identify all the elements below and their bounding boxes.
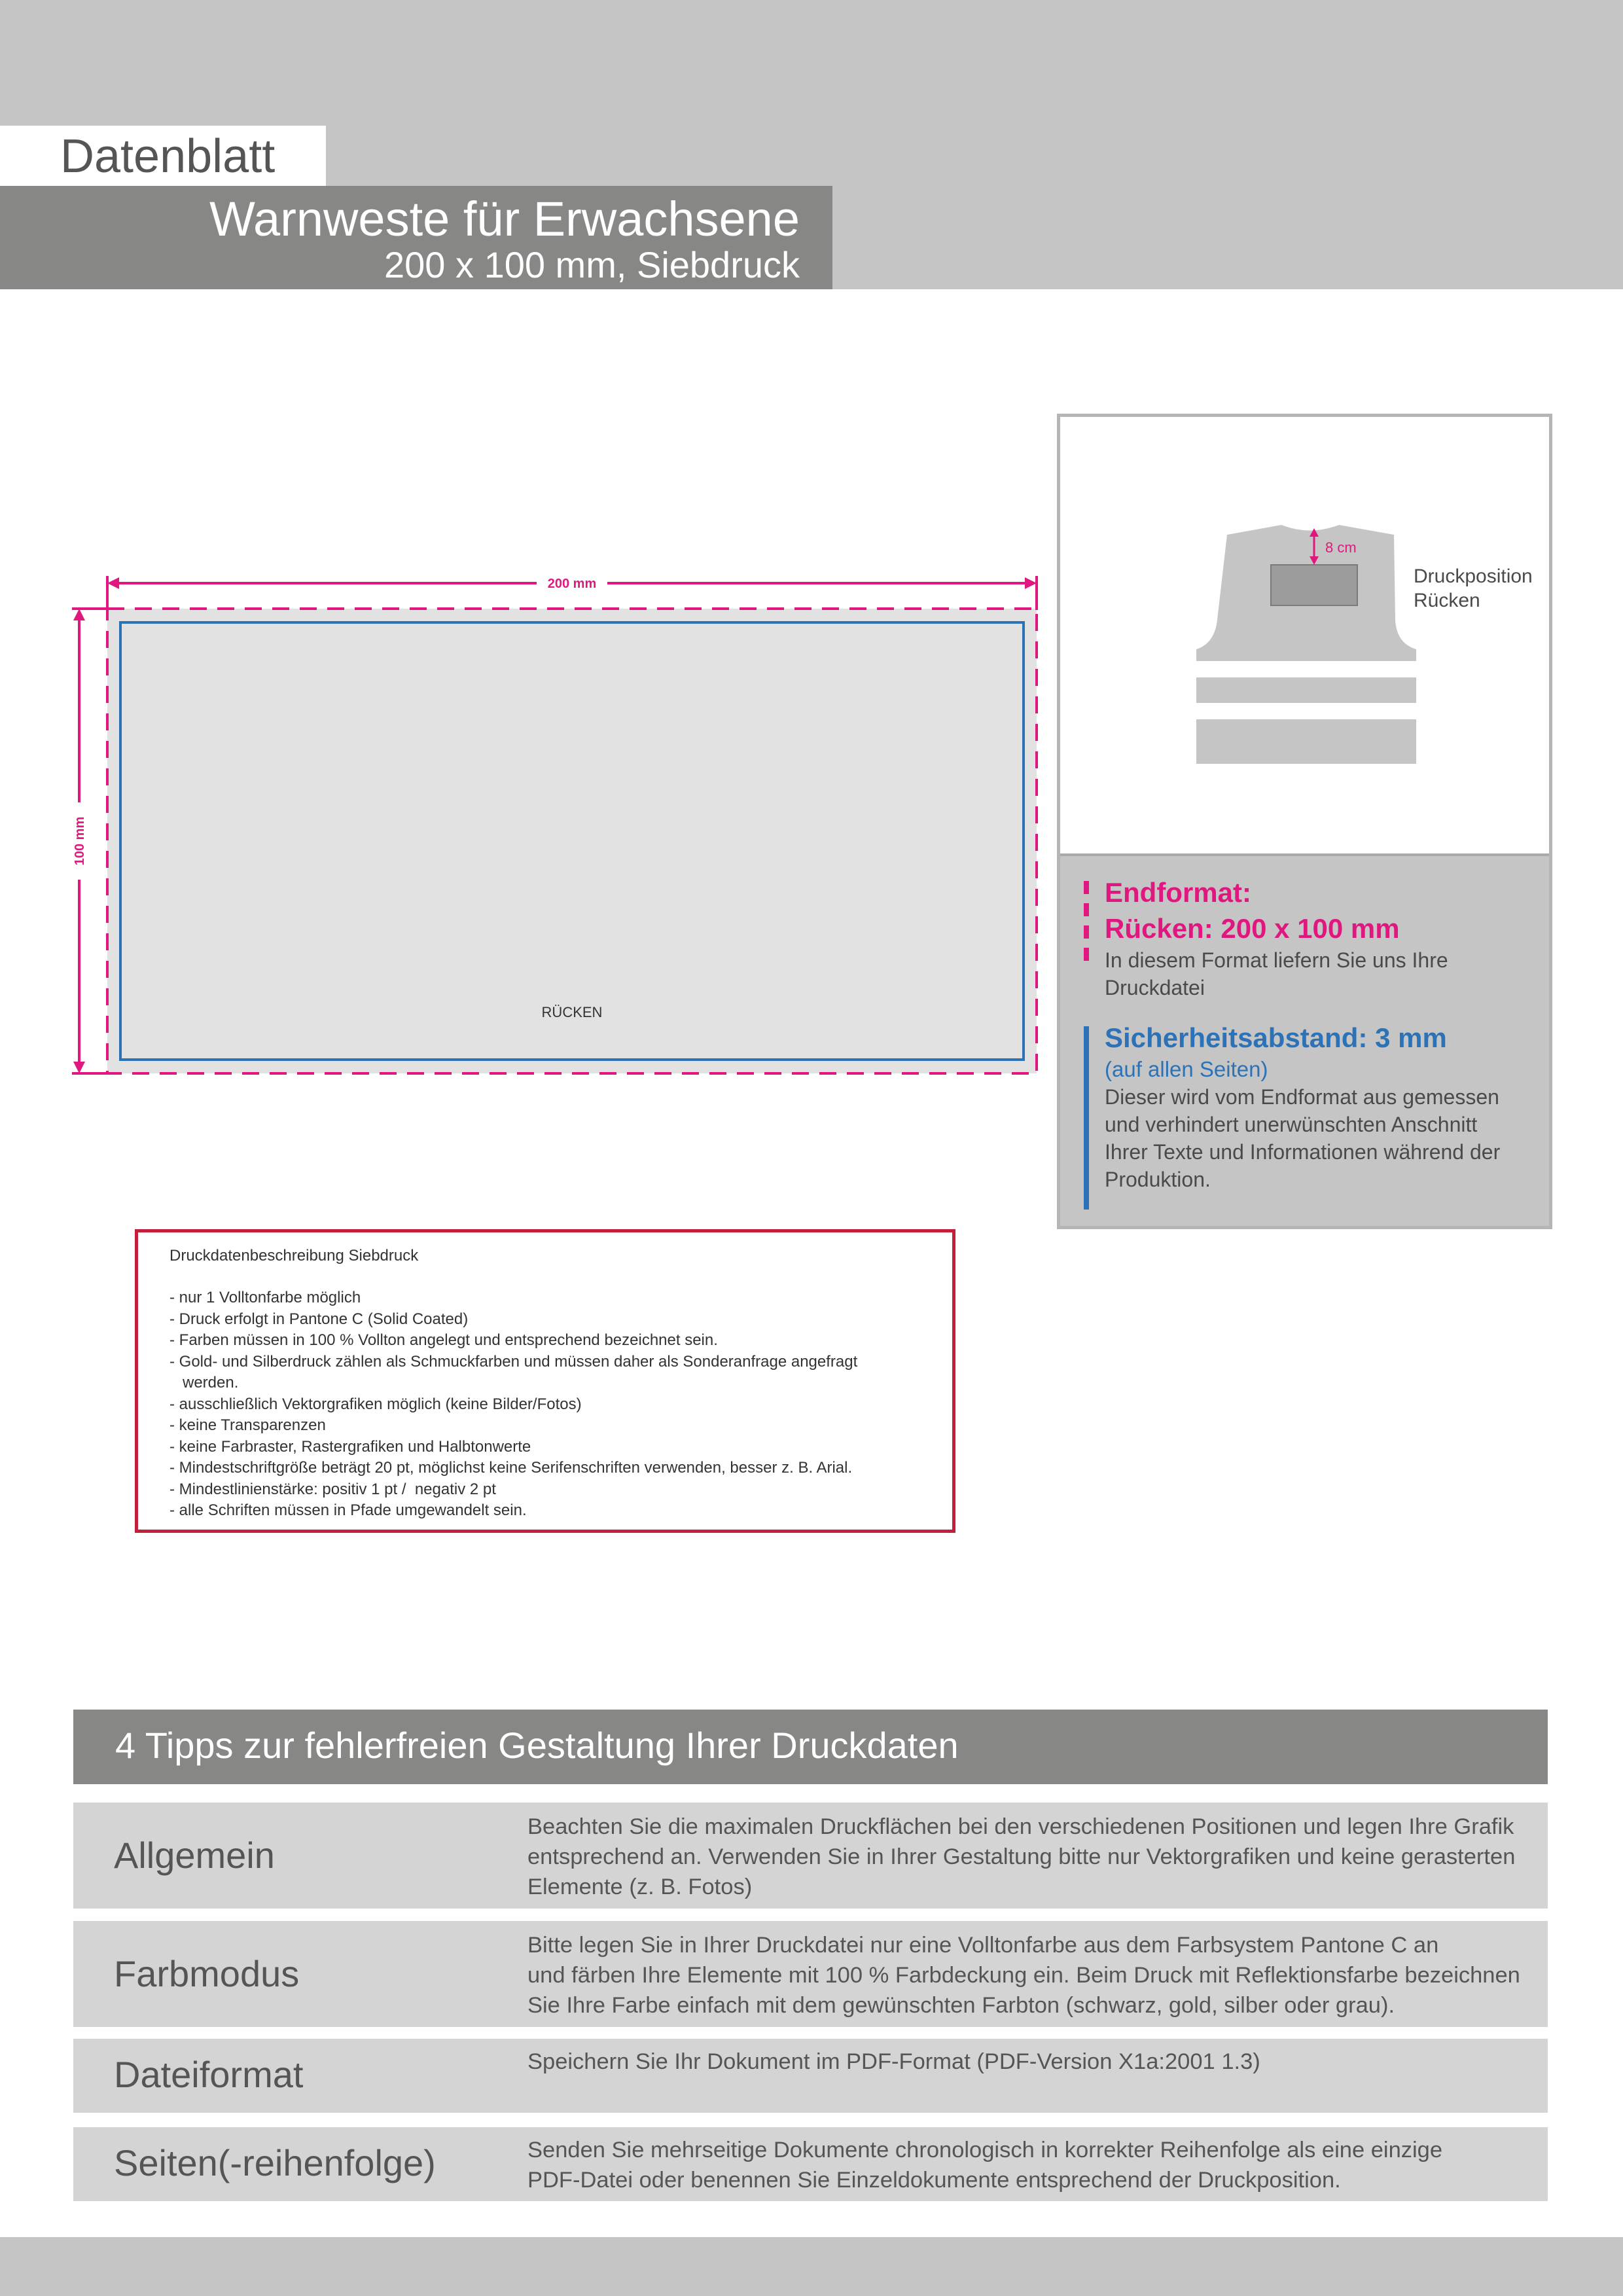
tip-text-line: Elemente (z. B. Fotos) bbox=[527, 1874, 753, 1899]
tip-label: Farbmodus bbox=[114, 1953, 300, 1994]
pink-dash-4 bbox=[1084, 948, 1089, 961]
spec-item: - ausschließlich Vektorgrafiken möglich (keine Bilder/Fotos) bbox=[169, 1395, 582, 1413]
tip-row-dateiformat bbox=[73, 2039, 1548, 2113]
tip-text-line: Senden Sie mehrseitige Dokumente chronologisch in korrekter Reihenfolge als eine einzige bbox=[527, 2138, 1443, 2162]
endformat-text-line1: In diesem Format liefern Sie uns Ihre bbox=[1105, 948, 1448, 972]
spec-item: - Mindestschriftgröße beträgt 20 pt, möglichst keine Serifenschriften verwenden, besser z. B. Arial. bbox=[169, 1459, 853, 1477]
tip-label: Seiten(-reihenfolge) bbox=[114, 2142, 436, 2183]
format-info-panel bbox=[1060, 853, 1549, 1226]
tip-label: Dateiformat bbox=[114, 2054, 304, 2095]
endformat-text-line2: Druckdatei bbox=[1105, 976, 1205, 999]
tip-text bbox=[527, 2135, 1442, 2195]
spec-item: - alle Schriften müssen in Pfade umgewandelt sein. bbox=[169, 1501, 527, 1519]
tips-header-text: 4 Tipps zur fehlerfreien Gestaltung Ihrer Druckdaten bbox=[115, 1725, 959, 1766]
pink-dash-2 bbox=[1084, 903, 1089, 916]
tip-text-line: Speichern Sie Ihr Dokument im PDF-Format (PDF-Version X1a:2001 1.3) bbox=[527, 2049, 1260, 2074]
print-position-marker bbox=[1271, 565, 1357, 605]
vest-illustration bbox=[1060, 417, 1549, 849]
tip-text-line: entsprechend an. Verwenden Sie in Ihrer Gestaltung bitte nur Vektorgrafiken und keine gerasterten bbox=[527, 1844, 1516, 1869]
area-label: RÜCKEN bbox=[541, 1004, 603, 1020]
spec-item: - keine Farbraster, Rastergrafiken und Halbtonwerte bbox=[169, 1437, 531, 1456]
safety-text-line1: Dieser wird vom Endformat aus gemessen bbox=[1105, 1085, 1499, 1109]
print-spec-box bbox=[135, 1229, 955, 1533]
tip-text bbox=[527, 1812, 1515, 1902]
safety-text-line2: und verhindert unerwünschten Anschnitt bbox=[1105, 1113, 1478, 1136]
spec-item: - Mindestlinienstärke: positiv 1 pt / negativ 2 pt bbox=[169, 1480, 496, 1498]
reflective-stripe-bottom bbox=[1196, 703, 1416, 719]
footer-band bbox=[0, 2237, 1623, 2296]
spec-item: - Druck erfolgt in Pantone C (Solid Coated) bbox=[169, 1310, 469, 1328]
pink-dash-3 bbox=[1084, 925, 1089, 939]
product-subtitle: 200 x 100 mm, Siebdruck bbox=[384, 244, 800, 285]
safety-text-line4: Produktion. bbox=[1105, 1168, 1211, 1191]
print-position-label-line2: Rücken bbox=[1414, 590, 1480, 611]
safety-subtitle: (auf allen Seiten) bbox=[1105, 1057, 1268, 1081]
tip-text bbox=[527, 1930, 1520, 2020]
vest-body bbox=[1196, 525, 1416, 764]
tip-row-seitenreihenfolge bbox=[73, 2127, 1548, 2201]
print-position-label-line1: Druckposition bbox=[1414, 565, 1533, 587]
endformat-block bbox=[1105, 874, 1448, 1001]
pink-dash-1 bbox=[1084, 881, 1089, 894]
spec-item: - keine Transparenzen bbox=[169, 1416, 326, 1434]
tip-text bbox=[527, 2047, 1260, 2077]
product-title: Warnweste für Erwachsene bbox=[209, 192, 800, 246]
tips-header bbox=[73, 1710, 1548, 1784]
print-position-label bbox=[1414, 564, 1533, 613]
spec-item: - Gold- und Silberdruck zählen als Schmuckfarben und müssen daher als Sonderanfrage angefragt bbox=[169, 1352, 858, 1371]
tip-text-line: Beachten Sie die maximalen Druckflächen bei den verschiedenen Positionen und legen Ihre Grafik bbox=[527, 1814, 1514, 1839]
datasheet-label-text: Datenblatt bbox=[60, 130, 276, 183]
width-label: 200 mm bbox=[547, 577, 597, 591]
safety-block bbox=[1105, 1020, 1500, 1193]
safety-title: Sicherheitsabstand: 3 mm bbox=[1105, 1022, 1447, 1053]
tip-row-farbmodus bbox=[73, 1921, 1548, 2027]
preview-box bbox=[1057, 414, 1552, 1229]
tip-row-allgemein bbox=[73, 1803, 1548, 1909]
endformat-title-line2: Rücken: 200 x 100 mm bbox=[1105, 913, 1400, 944]
reflective-stripe-top bbox=[1196, 661, 1416, 677]
spec-title: Druckdatenbeschreibung Siebdruck bbox=[169, 1247, 419, 1265]
endformat-title-line1: Endformat: bbox=[1105, 877, 1251, 908]
tip-text-line: Bitte legen Sie in Ihrer Druckdatei nur eine Volltonfarbe aus dem Farbsystem Pantone C an bbox=[527, 1933, 1439, 1958]
tip-text-line: und färben Ihre Elemente mit 100 % Farbdeckung ein. Beim Druck mit Reflektionsfarbe bezeichnen bbox=[527, 1963, 1520, 1988]
height-label: 100 mm bbox=[73, 816, 87, 866]
tip-text-line: PDF-Datei oder benennen Sie Einzeldokumente entsprechend der Druckposition. bbox=[527, 2168, 1341, 2193]
spec-item: werden. bbox=[169, 1374, 239, 1391]
blue-bar bbox=[1084, 1026, 1089, 1210]
tip-label: Allgemein bbox=[114, 1835, 275, 1876]
spec-item: - nur 1 Volltonfarbe möglich bbox=[169, 1289, 361, 1306]
tip-text-line: Sie Ihre Farbe einfach mit dem gewünschten Farbton (schwarz, gold, silber oder grau). bbox=[527, 1993, 1395, 2018]
vest-measure-label: 8 cm bbox=[1325, 539, 1357, 556]
safety-text-line3: Ihrer Texte und Informationen während der bbox=[1105, 1140, 1501, 1164]
spec-item: - Farben müssen in 100 % Vollton angelegt und entsprechend bezeichnet sein. bbox=[169, 1331, 718, 1349]
